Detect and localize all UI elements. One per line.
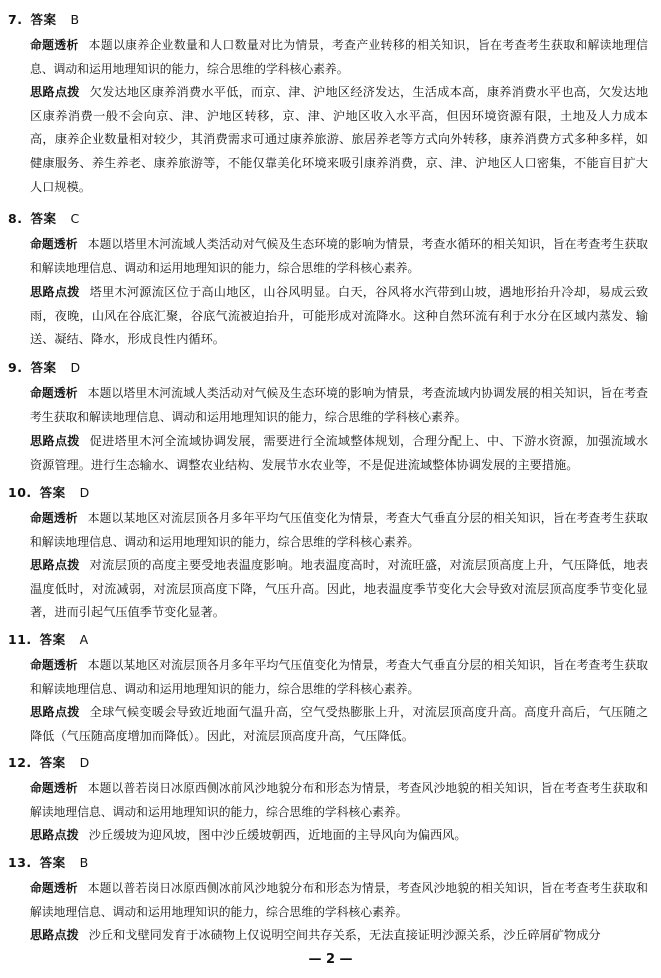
hint-text: 塔里木河源流区位于高山地区，山谷风明显。白天，谷风将水汽带到山坡，遇地形抬升冷却，易成云致雨，夜晚，山风在谷底汇聚，谷底气流被迫抬升，可能形成对流降水。这种自然环流有利于水分在区域内蒸发、输送、凝结、降水，形成良性内循环。 (30, 285, 649, 347)
analysis-text: 本题以某地区对流层顶各月多年平均气压值变化为情景，考查大气垂直分层的相关知识，旨在考查考生获取和解读地理信息、调动和运用地理知识的能力，综合思维的学科核心素养。 (30, 511, 648, 549)
hint-label: 思路点拨 (30, 705, 80, 719)
hint-block (30, 81, 648, 200)
analysis-text: 本题以塔里木河流域人类活动对气候及生态环境的影响为情景，考查水循环的相关知识，旨在考查考生获取和解读地理信息、调动和运用地理知识的能力，综合思维的学科核心素养。 (30, 237, 648, 275)
analysis-label: 命题透析 (30, 237, 78, 251)
hint-block (30, 924, 648, 948)
question-number: 13. (8, 855, 32, 870)
answer-label: 答案 (30, 211, 57, 226)
analysis-text: 本题以康养企业数量和人口数量对比为情景，考查产业转移的相关知识，旨在考查考生获取和解读地理信息、调动和运用地理知识的能力，综合思维的学科核心素养。 (30, 38, 648, 76)
hint-text: 促进塔里木河全流域协调发展，需要进行全流域整体规划，合理分配上、中、下游水资源，加强流域水资源管理。进行生态输水、调整农业结构、发展节水农业等，不是促进流域整体协调发展的主要措施。 (30, 434, 649, 472)
analysis-text: 本题以普若岗日冰原西侧冰前风沙地貌分布和形态为情景，考查风沙地貌的相关知识，旨在考查考生获取和解读地理信息、调动和运用地理知识的能力，综合思维的学科核心素养。 (30, 781, 648, 819)
hint-block (30, 824, 648, 848)
analysis-text: 本题以普若岗日冰原西侧冰前风沙地貌分布和形态为情景，考查风沙地貌的相关知识，旨在考查考生获取和解读地理信息、调动和运用地理知识的能力，综合思维的学科核心素养。 (30, 881, 648, 919)
hint-label: 思路点拨 (30, 828, 79, 842)
question-header (8, 630, 89, 648)
question-number: 10. (8, 485, 32, 500)
hint-block (30, 554, 648, 625)
analysis-label: 命题透析 (30, 38, 79, 52)
analysis-label: 命题透析 (30, 781, 78, 795)
hint-text: 沙丘缓坡为迎风坡，图中沙丘缓坡朝西，近地面的主导风向为偏西风。 (88, 828, 467, 842)
answer-letter: D (70, 360, 81, 375)
analysis-text: 本题以塔里木河流域人类活动对气候及生态环境的影响为情景，考查流域内协调发展的相关知识，旨在考查考生获取和解读地理信息、调动和运用地理知识的能力，综合思维的学科核心素养。 (30, 386, 648, 424)
question-header (8, 853, 89, 871)
answer-letter: A (79, 632, 89, 647)
question-header (8, 483, 90, 501)
question-header (8, 209, 80, 227)
question-number: 8. (8, 211, 23, 226)
analysis-block (30, 233, 648, 280)
hint-label: 思路点拨 (30, 928, 79, 942)
hint-label: 思路点拨 (30, 558, 80, 572)
hint-block (30, 430, 648, 477)
hint-text: 沙丘和戈壁同发育于冰碛物上仅说明空间共存关系，无法直接证明沙源关系，沙丘碎屑矿物成分 (88, 928, 601, 942)
answer-letter: D (79, 755, 90, 770)
hint-text: 对流层顶的高度主要受地表温度影响。地表温度高时，对流旺盛，对流层顶高度上升，气压降低，地表温度低时，对流减弱，对流层顶高度下降，气压升高。因此，地表温度季节变化大会导致对流层顶高度季节变化显著，进而引起气压值季节变化显著。 (30, 558, 649, 620)
page-number: — 2 — (308, 952, 353, 967)
analysis-label: 命题透析 (30, 881, 78, 895)
question-header (8, 10, 80, 28)
answer-letter: C (70, 211, 80, 226)
answer-letter: D (79, 485, 90, 500)
analysis-text: 本题以某地区对流层顶各月多年平均气压值变化为情景，考查大气垂直分层的相关知识，旨在考查考生获取和解读地理信息、调动和运用地理知识的能力，综合思维的学科核心素养。 (30, 658, 648, 696)
answer-label: 答案 (39, 855, 66, 870)
question-number: 7. (8, 12, 23, 27)
answer-letter: B (79, 855, 89, 870)
question-number: 12. (8, 755, 32, 770)
answer-label: 答案 (30, 360, 57, 375)
answer-label: 答案 (39, 485, 66, 500)
analysis-label: 命题透析 (30, 386, 78, 400)
answer-letter: B (70, 12, 80, 27)
answer-label: 答案 (30, 12, 57, 27)
question-number: 11. (8, 632, 32, 647)
hint-label: 思路点拨 (30, 85, 80, 99)
hint-text: 欠发达地区康养消费水平低，而京、津、沪地区经济发达，生活成本高，康养消费水平也高，欠发达地区康养消费一般不会向京、津、沪地区转移，京、津、沪地区收入水平高，但因环境资源有限，土地及人力成本高，康养企业数量相对较少，其消费需求可通过康养旅游、旅居养老等方式向外转移，康养消费方式多种多样，如健康服务、养生养老、康养旅游等，不能仅靠美化环境来吸引康养消费，京、津、沪地区人口密集，不能盲目扩大人口规模。 (30, 85, 649, 194)
analysis-block (30, 877, 648, 924)
analysis-block (30, 654, 648, 701)
question-header (8, 358, 81, 376)
analysis-block (30, 777, 648, 824)
question-header (8, 753, 90, 771)
analysis-block (30, 382, 648, 429)
hint-block (30, 281, 648, 352)
question-number: 9. (8, 360, 23, 375)
analysis-label: 命题透析 (30, 511, 78, 525)
analysis-block (30, 34, 648, 81)
hint-block (30, 701, 648, 748)
answer-label: 答案 (39, 755, 66, 770)
answer-label: 答案 (39, 632, 66, 647)
analysis-block (30, 507, 648, 554)
hint-text: 全球气候变暖会导致近地面气温升高，空气受热膨胀上升，对流层顶高度升高。高度升高后，气压随之降低（气压随高度增加而降低）。因此，对流层顶高度升高，气压降低。 (30, 705, 649, 743)
hint-label: 思路点拨 (30, 285, 80, 299)
hint-label: 思路点拨 (30, 434, 80, 448)
analysis-label: 命题透析 (30, 658, 78, 672)
